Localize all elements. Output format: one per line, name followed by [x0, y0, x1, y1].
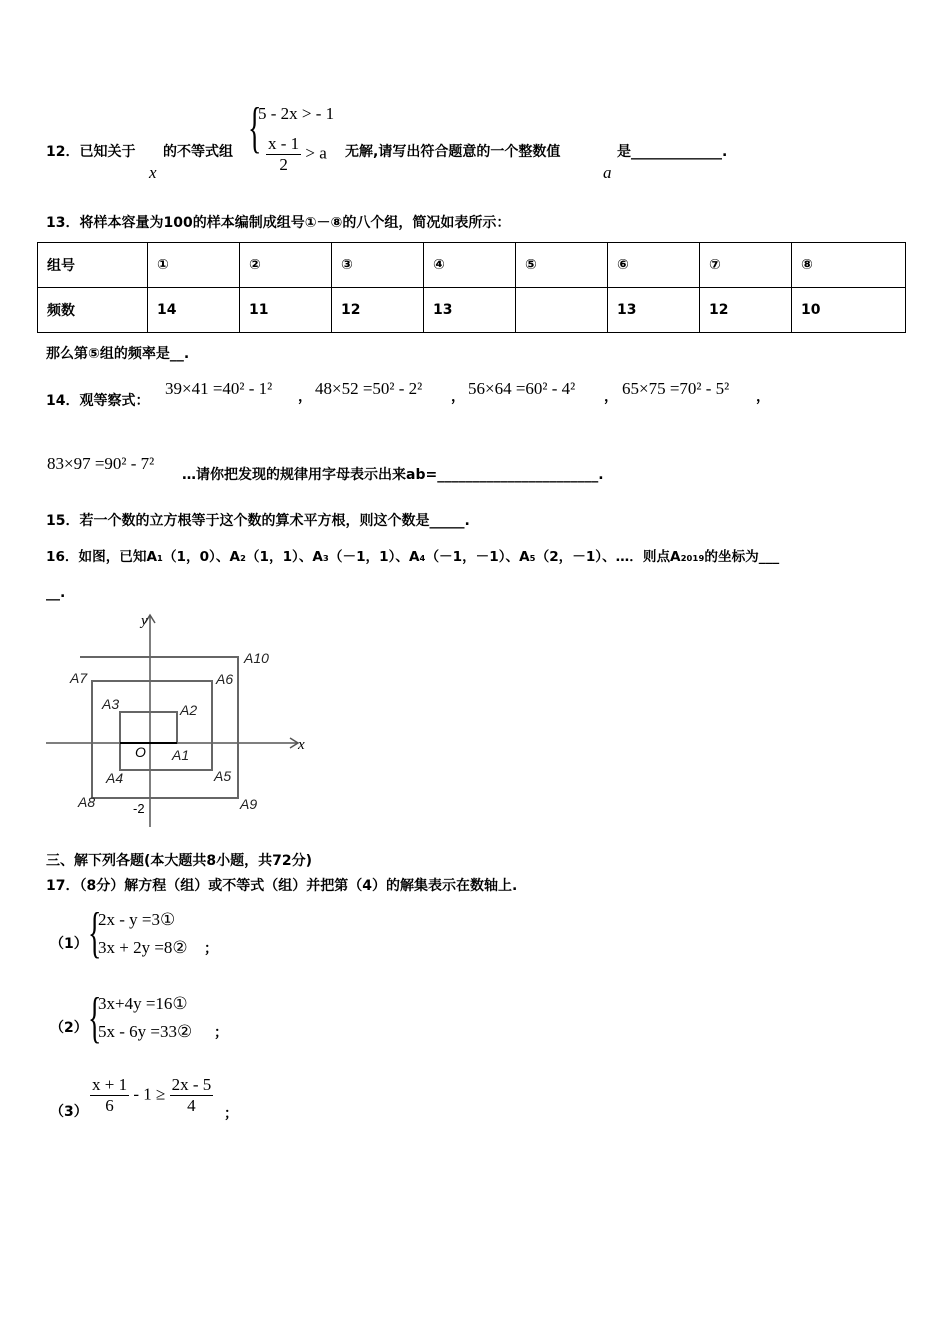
q12-var-x: x [149, 163, 157, 182]
q17-p3-den2: 4 [187, 1096, 196, 1115]
q14-comma-2: ， [451, 389, 465, 405]
q15-text: 15．若一个数的立方根等于这个数的算术平方根，则这个数是_____. [46, 513, 470, 529]
table-cell: 12 [700, 288, 792, 333]
tick-label: -2 [133, 801, 145, 816]
q12-ineq2 [266, 134, 327, 175]
table-cell: 13 [608, 288, 700, 333]
point-label: A10 [244, 650, 269, 666]
q13-after: 那么第⑤组的频率是__. [46, 346, 190, 362]
q12-ineq2-den: 2 [279, 155, 288, 174]
q14-tail: …请你把发现的规律用字母表示出来ab=_______________________. [182, 467, 604, 483]
q14-expr-4: 65×75 =70² - 5² [622, 379, 730, 398]
table-cell [516, 288, 608, 333]
table-row [38, 288, 906, 333]
q16-figure [40, 605, 330, 830]
section3-title: 三、解下列各题(本大题共8小题，共72分) [46, 853, 313, 869]
q14-expr-5: 83×97 =90² - 7² [47, 454, 155, 473]
q14-expr-3: 56×64 =60² - 4² [468, 379, 576, 398]
table-header-row [38, 243, 906, 288]
table-cell: ④ [424, 243, 516, 288]
q14-expr-2: 48×52 =50² - 2² [315, 379, 423, 398]
point-label: A3 [102, 696, 120, 712]
q17-p2-label: （2） [50, 1020, 88, 1036]
q12-middle: 的不等式组 [163, 144, 233, 160]
axis-x-label: x [298, 737, 305, 753]
q12-brace: { [248, 97, 262, 159]
point-label: A4 [106, 770, 124, 786]
q12-end: 是_____________. [617, 144, 728, 160]
point-label: A6 [216, 671, 234, 687]
q17-p1-end: ； [204, 941, 218, 957]
table-cell: 11 [240, 288, 332, 333]
q17-p2-eq2: 5x - 6y =33② [98, 1022, 193, 1041]
table-cell: 13 [424, 288, 516, 333]
point-label: A7 [70, 670, 88, 686]
table-cell: ⑧ [792, 243, 906, 288]
point-label: A8 [78, 794, 96, 810]
q13-title: 13．将样本容量为100的样本编制成组号①－⑧的八个组，简况如表所示： [46, 215, 511, 231]
q14-comma-1: ， [298, 389, 312, 405]
q17-p3-expr [90, 1075, 213, 1116]
q12-ineq2-num: x - 1 [268, 134, 300, 153]
q12-ineq1: 5 - 2x > - 1 [258, 104, 335, 123]
q14-label: 14．观等察式： [46, 393, 150, 409]
q17-p1-eq2: 3x + 2y =8② [98, 938, 188, 957]
q12-ineq2-rel: > a [305, 143, 327, 163]
q17-p1-eq1: 2x - y =3① [98, 910, 176, 929]
q12-prefix: 12．已知关于 [46, 144, 136, 160]
table-cell: ⑤ [516, 243, 608, 288]
q17-p3-end: ； [224, 1106, 238, 1122]
table-cell: ① [148, 243, 240, 288]
table-cell: 14 [148, 288, 240, 333]
q17-p3-label: （3） [50, 1104, 88, 1120]
q17-p2-brace: { [88, 987, 102, 1049]
q17-p2-end: ； [214, 1025, 228, 1041]
q17-p3-mid: - 1 ≥ [133, 1084, 166, 1104]
point-label: A9 [240, 796, 258, 812]
table-cell: 10 [792, 288, 906, 333]
table-cell: ③ [332, 243, 424, 288]
q12-var-a: a [603, 163, 612, 182]
q17-p3-num1: x + 1 [92, 1075, 128, 1094]
table-cell: 频数 [38, 288, 148, 333]
table-cell: ⑥ [608, 243, 700, 288]
origin-label: O [135, 744, 146, 760]
table-cell: ⑦ [700, 243, 792, 288]
q17-title: 17．（8分）解方程（组）或不等式（组）并把第（4）的解集表示在数轴上. [46, 878, 518, 894]
axis-y-label: y [141, 613, 148, 629]
q12-suffix: 无解,请写出符合题意的一个整数值 [345, 144, 561, 160]
q17-p3-den1: 6 [105, 1096, 114, 1115]
point-label: A2 [180, 702, 198, 718]
point-label: A1 [172, 747, 190, 763]
q14-comma-3: ， [604, 389, 618, 405]
q17-p1-label: （1） [50, 936, 88, 952]
frequency-table [37, 242, 906, 333]
q16-line1: 16．如图，已知A₁（1，0）、A₂（1，1）、A₃（－1，1）、A₄（－1，－1）、A₅（2，－1）、…．则点A₂₀₁₉的坐标为___ [46, 549, 780, 565]
table-cell: ② [240, 243, 332, 288]
table-cell: 组号 [38, 243, 148, 288]
q16-line2: __. [46, 585, 66, 601]
q14-comma-4: ， [756, 389, 770, 405]
point-label: A5 [214, 768, 232, 784]
q17-p1-brace: { [88, 902, 102, 964]
q14-expr-1: 39×41 =40² - 1² [165, 379, 273, 398]
q17-p2-eq1: 3x+4y =16① [98, 994, 188, 1013]
q17-p3-num2: 2x - 5 [171, 1075, 212, 1094]
table-cell: 12 [332, 288, 424, 333]
